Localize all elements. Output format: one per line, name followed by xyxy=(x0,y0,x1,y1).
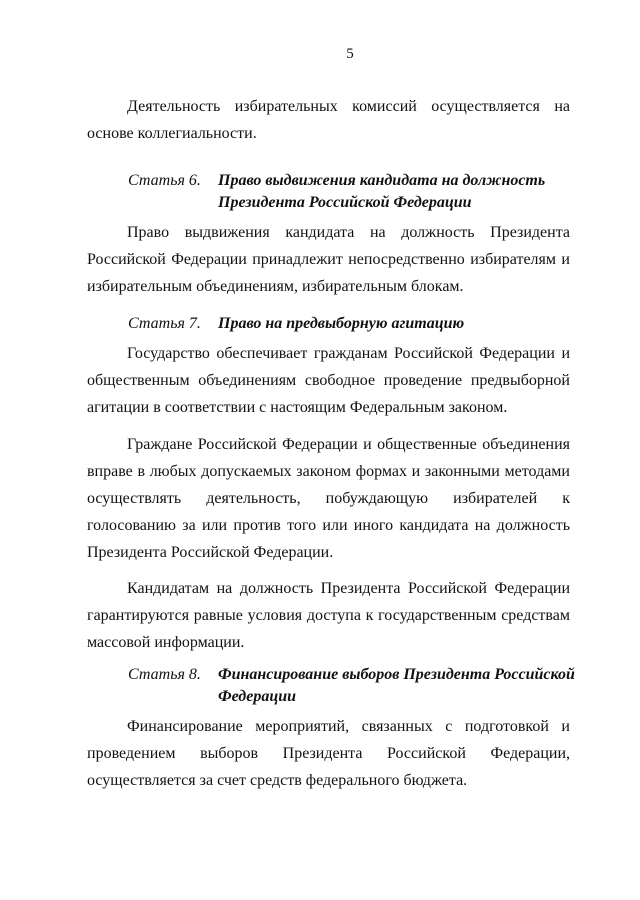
paragraph-citizens-agitation xyxy=(87,431,570,566)
page-number: 5 xyxy=(346,46,354,62)
article-6-heading xyxy=(128,170,578,214)
paragraph-media-access xyxy=(87,575,570,656)
article-number: Статья 8. xyxy=(128,666,201,683)
paragraph-text: Деятельность избирательных комиссий осуществляется на основе коллегиальности. xyxy=(87,98,570,142)
article-8-heading xyxy=(128,664,578,708)
article-7-heading xyxy=(128,313,578,335)
paragraph-nomination-right xyxy=(87,219,570,300)
paragraph-text: Граждане Российской Федерации и общественные объединения вправе в любых допускаемых законом формах и законными методами осуществлять деятельность, побуждающую избирателей к голосованию за или против того или иного кандидата на должность Президента Российской Федерации. xyxy=(87,436,570,561)
article-title: Право выдвижения кандидата на должность Президента Российской Федерации xyxy=(218,172,546,211)
paragraph-text: Право выдвижения кандидата на должность Президента Российской Федерации принадлежит непосредственно избирателям и избирательным объединениям, избирательным блокам. xyxy=(87,224,570,295)
article-title: Финансирование выборов Президента Российской Федерации xyxy=(218,666,575,705)
paragraph-collegiality xyxy=(87,93,570,147)
article-title: Право на предвыборную агитацию xyxy=(218,315,465,332)
paragraph-financing xyxy=(87,713,570,794)
paragraph-state-guarantees xyxy=(87,340,570,421)
paragraph-text: Кандидатам на должность Президента Российской Федерации гарантируются равные условия доступа к государственным средствам массовой информации. xyxy=(87,580,570,651)
paragraph-text: Государство обеспечивает гражданам Российской Федерации и общественным объединениям свободное проведение предвыборной агитации в соответствии с настоящим Федеральным законом. xyxy=(87,345,570,416)
paragraph-text: Финансирование мероприятий, связанных с подготовкой и проведением выборов Президента Российской Федерации, осуществляется за счет средств федерального бюджета. xyxy=(87,718,570,789)
article-number: Статья 6. xyxy=(128,172,201,189)
article-number: Статья 7. xyxy=(128,315,201,332)
